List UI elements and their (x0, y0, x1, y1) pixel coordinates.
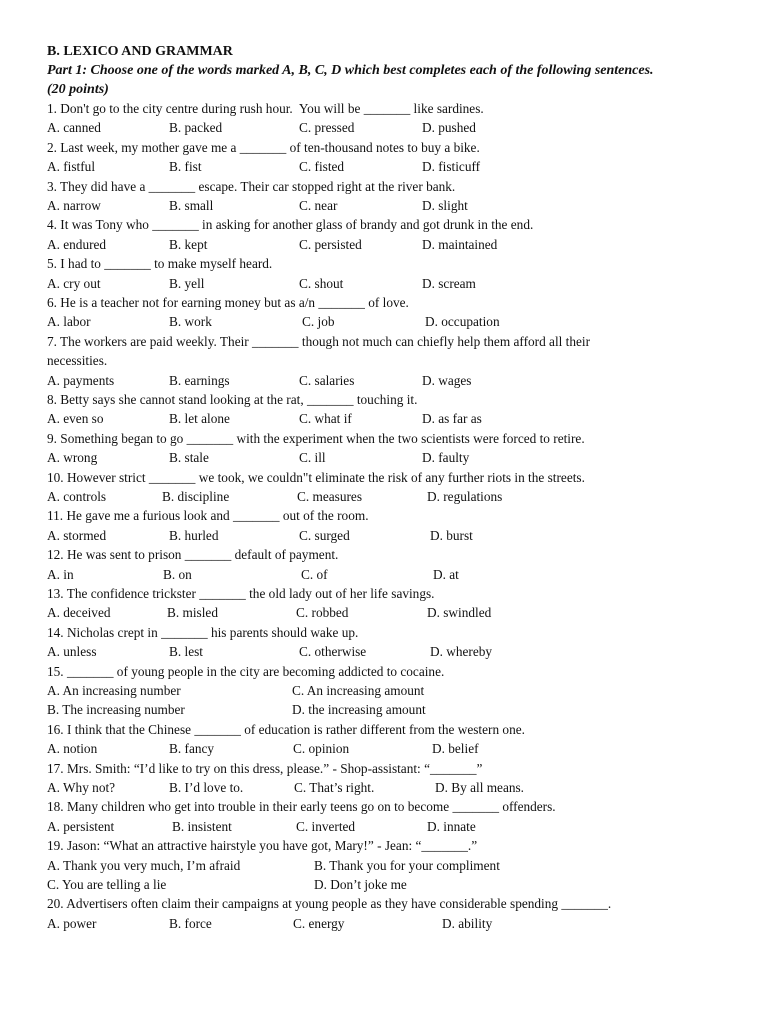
options-10 (47, 487, 737, 506)
option-8a: A. even so (47, 411, 104, 427)
option-1b: B. packed (169, 120, 223, 136)
option-3b: B. small (169, 198, 214, 213)
options-15 (47, 681, 737, 720)
options-16 (47, 739, 737, 758)
part-title: Part 1: Choose one of the words marked A, B, C, D which best completes each of the following sentences. (47, 63, 654, 78)
question-12: 12. He was sent to prison _______ default of payment. (47, 547, 339, 563)
options-19 (47, 856, 737, 895)
option-16b: B. fancy (169, 741, 215, 757)
option-5b: B. yell (169, 275, 205, 291)
option-9d: D. faulty (422, 450, 470, 466)
option-20d: D. ability (442, 915, 493, 931)
part-points: (20 points) (47, 82, 109, 97)
option-12c: C. of (301, 566, 328, 582)
question-16: 16. I think that the Chinese _______ of education is rather different from the western one. (47, 721, 525, 737)
option-19d: D. Don’t joke me (314, 876, 407, 892)
options-17 (47, 778, 737, 797)
option-20b: B. force (169, 915, 212, 931)
option-7c: C. salaries (299, 372, 355, 388)
option-1d: D. pushed (422, 120, 476, 136)
option-5c: C. shout (299, 275, 344, 291)
option-2c: C. fisted (299, 159, 345, 175)
option-15a: A. An increasing number (47, 682, 181, 698)
options-20 (47, 914, 737, 933)
question-11: 11. He gave me a furious look and _______ out of the room. (47, 508, 369, 524)
options-1 (47, 118, 737, 137)
option-16c: C. opinion (293, 741, 350, 757)
option-18c: C. inverted (296, 818, 356, 834)
option-12d: D. at (433, 566, 459, 582)
options-4 (47, 235, 737, 254)
option-19a: A. Thank you very much, I’m afraid (47, 857, 241, 873)
option-5d: D. scream (422, 275, 476, 291)
question-8: 8. Betty says she cannot stand looking at the rat, _______ touching it. (47, 391, 418, 407)
option-11a: A. stormed (47, 527, 107, 543)
question-4: 4. It was Tony who _______ in asking for another glass of brandy and got drunk in the end. (47, 217, 534, 233)
option-4b: B. kept (169, 236, 208, 252)
option-11d: D. burst (430, 527, 473, 543)
option-3d: D. slight (422, 198, 468, 213)
option-13b: B. misled (167, 605, 218, 621)
option-17a: A. Why not? (47, 779, 116, 795)
option-6d: D. occupation (425, 314, 500, 330)
options-13 (47, 603, 737, 622)
option-20a: A. power (47, 915, 97, 931)
option-7a: A. payments (47, 372, 115, 388)
option-2a: A. fistful (47, 159, 96, 175)
option-3a: A. narrow (47, 198, 101, 213)
option-5a: A. cry out (47, 275, 101, 291)
option-9a: A. wrong (47, 450, 98, 466)
option-19c: C. You are telling a lie (47, 876, 167, 892)
options-6 (47, 312, 737, 331)
option-7b: B. earnings (169, 372, 230, 388)
question-1: 1. Don't go to the city centre during rush hour. You will be _______ like sardines. (47, 101, 484, 116)
option-13a: A. deceived (47, 605, 111, 621)
option-12a: A. in (47, 566, 74, 582)
option-8d: D. as far as (422, 411, 482, 427)
option-10b: B. discipline (162, 488, 230, 504)
option-20c: C. energy (293, 915, 345, 931)
option-16a: A. notion (47, 741, 98, 757)
option-14c: C. otherwise (299, 644, 367, 660)
option-17c: C. That’s right. (294, 779, 375, 795)
option-4a: A. endured (47, 236, 107, 252)
question-10: 10. However strict _______ we took, we couldn"t eliminate the risk of any further riots in the streets. (47, 469, 585, 485)
options-12 (47, 565, 737, 584)
option-15b: B. The increasing number (47, 702, 185, 718)
question-19: 19. Jason: “What an attractive hairstyle you have got, Mary!” - Jean: “_______.” (47, 838, 478, 854)
options-14 (47, 642, 737, 661)
option-17b: B. I’d love to. (169, 779, 244, 795)
question-7: 7. The workers are paid weekly. Their _______ though not much can chiefly help them afford all their necessities. (47, 333, 591, 369)
option-1c: C. pressed (299, 120, 355, 136)
option-19b: B. Thank you for your compliment (314, 857, 500, 873)
question-3: 3. They did have a _______ escape. Their car stopped right at the river bank. (47, 178, 456, 194)
question-17: 17. Mrs. Smith: “I’d like to try on this dress, please.” - Shop-assistant: “_______” (47, 760, 483, 776)
question-2: 2. Last week, my mother gave me a _______ of ten-thousand notes to buy a bike. (47, 139, 480, 155)
options-9 (47, 448, 737, 467)
option-14a: A. unless (47, 644, 97, 660)
question-13: 13. The confidence trickster _______ the old lady out of her life savings. (47, 585, 435, 601)
option-6a: A. labor (47, 314, 91, 330)
worksheet-page (47, 42, 737, 933)
option-3c: C. near (299, 198, 338, 213)
option-6c: C. job (302, 314, 335, 330)
option-12b: B. on (163, 566, 192, 582)
option-16d: D. belief (432, 741, 479, 757)
option-8c: C. what if (299, 411, 352, 427)
question-5: 5. I had to _______ to make myself heard. (47, 256, 273, 272)
option-2b: B. fist (169, 159, 202, 175)
option-18d: D. innate (427, 818, 476, 834)
options-11 (47, 526, 737, 545)
option-13c: C. robbed (296, 605, 349, 621)
option-6b: B. work (169, 314, 212, 330)
option-7d: D. wages (422, 372, 472, 388)
option-1a: A. canned (47, 120, 101, 136)
option-15c: C. An increasing amount (292, 682, 425, 698)
option-11c: C. surged (299, 527, 350, 543)
question-6: 6. He is a teacher not for earning money but as a/n _______ of love. (47, 294, 409, 310)
options-5 (47, 274, 737, 293)
section-title: B. LEXICO AND GRAMMAR (47, 44, 233, 59)
options-8 (47, 409, 737, 428)
option-9c: C. ill (299, 450, 326, 466)
option-4d: D. maintained (422, 236, 498, 252)
options-18 (47, 817, 737, 836)
option-15d: D. the increasing amount (292, 702, 426, 718)
option-4c: C. persisted (299, 236, 362, 252)
question-20: 20. Advertisers often claim their campaigns at young people as they have considerable spending _______. (47, 896, 612, 912)
option-10a: A. controls (47, 488, 107, 504)
question-14: 14. Nicholas crept in _______ his parents should wake up. (47, 624, 359, 640)
option-2d: D. fisticuff (422, 159, 481, 175)
question-15: 15. _______ of young people in the city are becoming addicted to cocaine. (47, 663, 445, 679)
option-14b: B. lest (169, 644, 203, 660)
options-3 (47, 196, 737, 215)
option-10d: D. regulations (427, 488, 503, 504)
question-18: 18. Many children who get into trouble in their early teens go on to become _______ offenders. (47, 799, 556, 815)
question-9: 9. Something began to go _______ with the experiment when the two scientists were forced to retire. (47, 430, 585, 446)
options-7 (47, 371, 737, 390)
option-8b: B. let alone (169, 411, 230, 427)
option-18a: A. persistent (47, 818, 115, 834)
option-13d: D. swindled (427, 605, 492, 621)
option-11b: B. hurled (169, 527, 219, 543)
option-17d: D. By all means. (435, 779, 525, 795)
option-14d: D. whereby (430, 644, 493, 660)
option-10c: C. measures (297, 488, 362, 504)
options-2 (47, 157, 737, 176)
option-9b: B. stale (169, 450, 209, 466)
option-18b: B. insistent (172, 818, 232, 834)
